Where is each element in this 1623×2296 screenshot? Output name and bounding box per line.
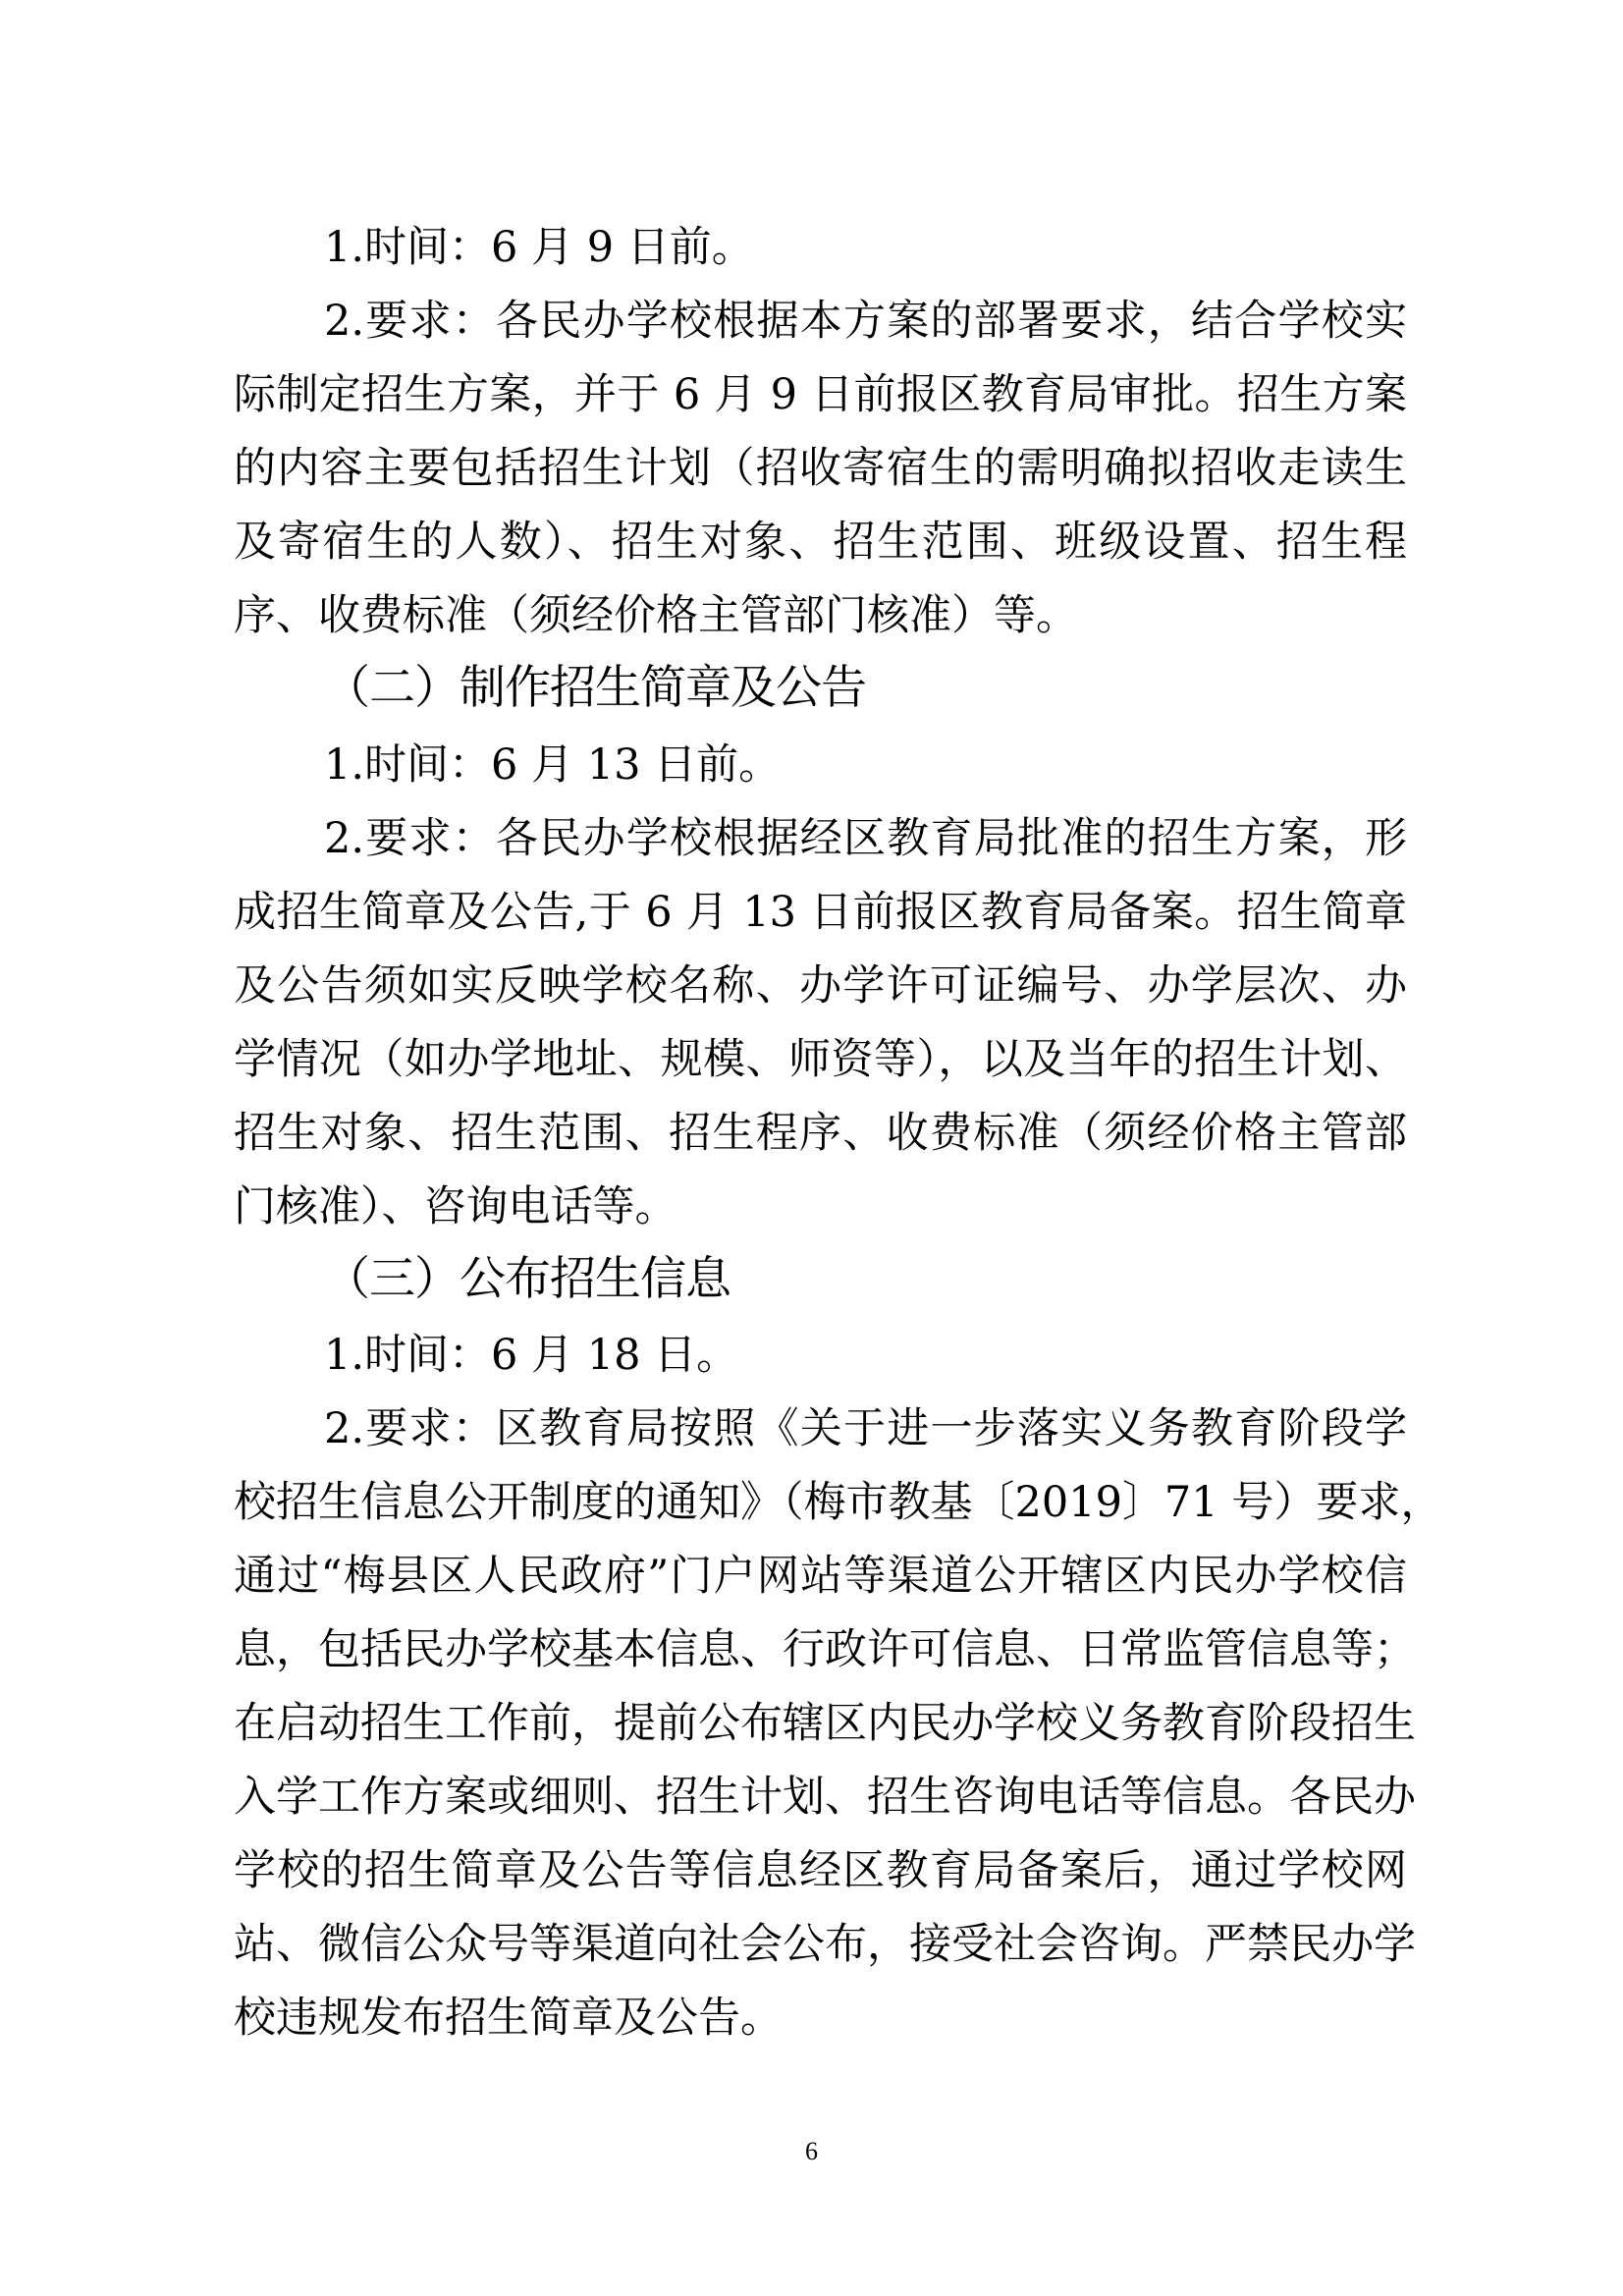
paragraph-line: 成招生简章及公告,于 6 月 13 日前报区教育局备案。招生简章	[234, 888, 1407, 937]
paragraph-line: 校招生信息公开制度的通知》（梅市教基〔2019〕71 号）要求，	[234, 1478, 1443, 1527]
paragraph-line: 及寄宿生的人数）、招生对象、招生范围、班级设置、招生程	[234, 518, 1407, 567]
paragraph-line: 际制定招生方案，并于 6 月 9 日前报区教育局审批。招生方案	[234, 370, 1407, 419]
time-item-1: 1.时间：6 月 9 日前。	[324, 223, 754, 272]
paragraph-line: 站、微信公众号等渠道向社会公布，接受社会咨询。严禁民办学	[234, 1920, 1416, 1969]
paragraph-line: 的内容主要包括招生计划（招收寄宿生的需明确拟招收走读生	[234, 444, 1407, 493]
paragraph-line: 学校的招生简章及公告等信息经区教育局备案后，通过学校网	[234, 1846, 1407, 1895]
paragraph-line: 及公告须如实反映学校名称、办学许可证编号、办学层次、办	[234, 961, 1407, 1011]
time-item-2: 1.时间：6 月 13 日前。	[324, 740, 782, 790]
section-heading-3: （三）公布招生信息	[324, 1252, 730, 1306]
requirement-item-2: 2.要求：各民办学校根据经区教育局批准的招生方案，形	[324, 814, 1407, 863]
section-heading-2: （二）制作招生简章及公告	[324, 661, 866, 715]
paragraph-line: 通过“梅县区人民政府”门户网站等渠道公开辖区内民办学校信	[234, 1552, 1407, 1601]
paragraph-line: 入学工作方案或细则、招生计划、招生咨询电话等信息。各民办	[234, 1773, 1416, 1822]
requirement-item-1: 2.要求：各民办学校根据本方案的部署要求，结合学校实	[324, 297, 1407, 346]
paragraph-line: 序、收费标准（须经价格主管部门核准）等。	[234, 591, 1078, 640]
time-item-3: 1.时间：6 月 18 日。	[324, 1331, 739, 1380]
paragraph-line: 招生对象、招生范围、招生程序、收费标准（须经价格主管部	[234, 1109, 1407, 1158]
paragraph-line: 校违规发布招生简章及公告。	[234, 1994, 783, 2043]
paragraph-line: 学情况（如办学地址、规模、师资等），以及当年的招生计划、	[234, 1035, 1407, 1084]
page-number: 6	[805, 2137, 818, 2165]
paragraph-line: 在启动招生工作前，提前公布辖区内民办学校义务教育阶段招生	[234, 1699, 1416, 1748]
paragraph-line: 息，包括民办学校基本信息、行政许可信息、日常监管信息等；	[234, 1625, 1416, 1674]
requirement-item-3: 2.要求：区教育局按照《关于进一步落实义务教育阶段学	[324, 1404, 1407, 1453]
paragraph-line: 门核准）、咨询电话等。	[234, 1182, 677, 1231]
